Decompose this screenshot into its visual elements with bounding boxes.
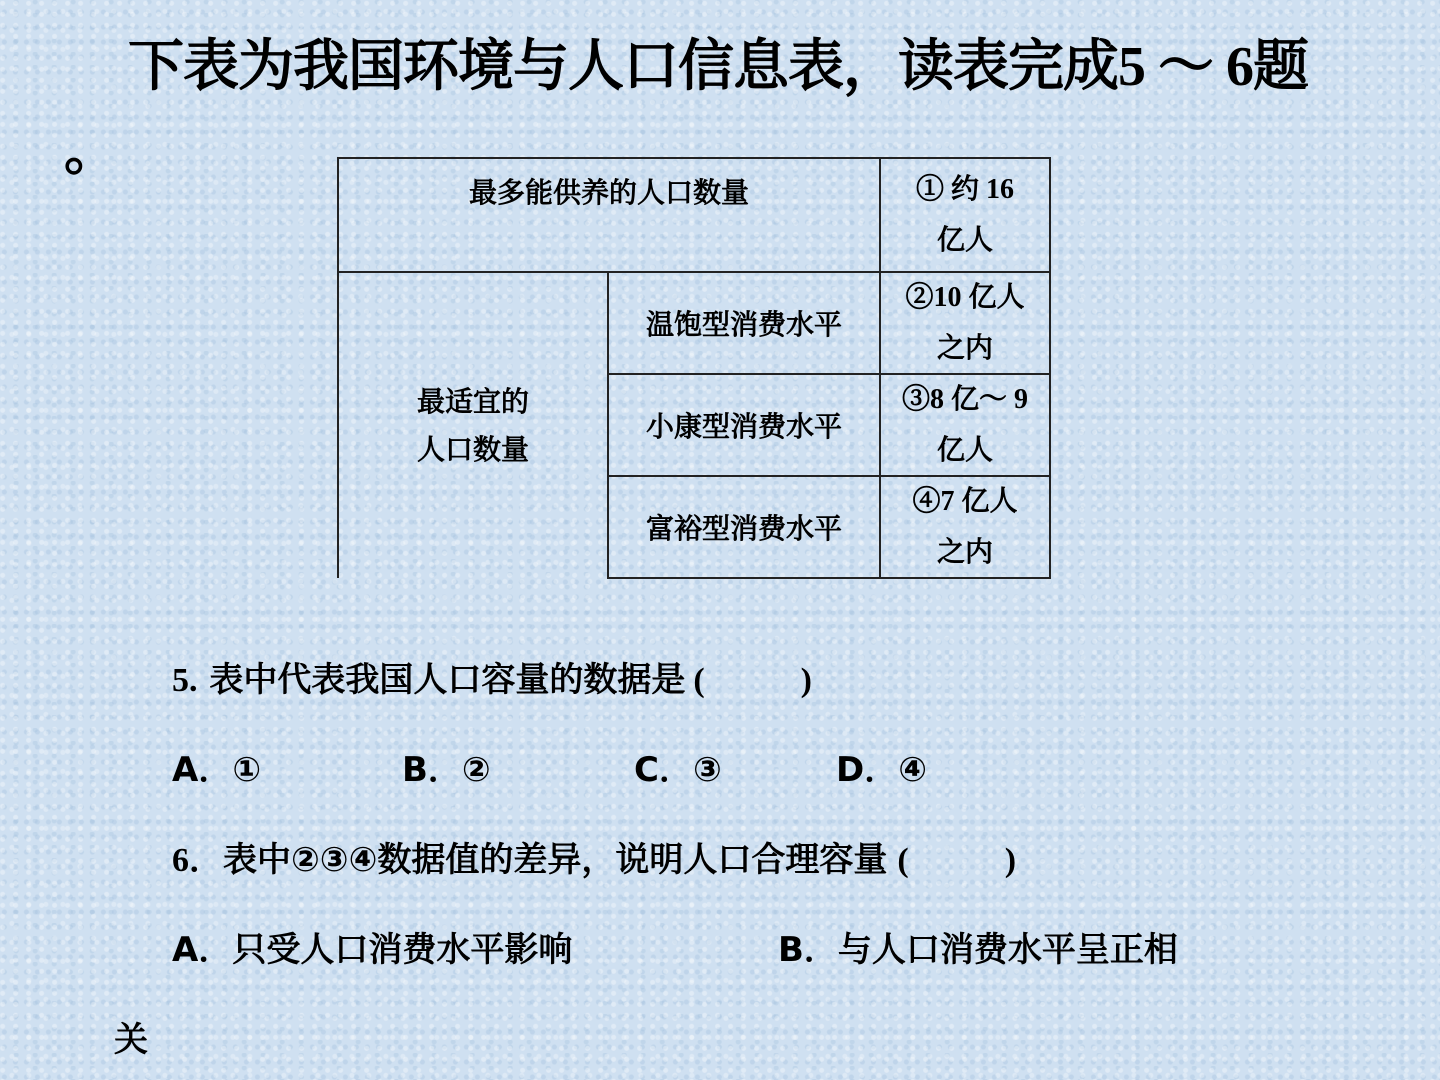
consumption-level-label: 小康型消费水平	[608, 374, 880, 476]
consumption-level-label: 富裕型消费水平	[608, 476, 880, 578]
value-line-2: 亿人	[937, 433, 994, 466]
question-5	[172, 652, 812, 701]
q5-option-c[interactable]: C．③	[634, 750, 722, 790]
title-suffix: 题	[1253, 34, 1308, 99]
q5-option-d[interactable]: D．④	[836, 750, 928, 790]
title-period: 。	[64, 119, 118, 182]
population-info-table	[337, 157, 1051, 579]
title-text: 下表为我国环境与人口信息表，读表完成	[128, 34, 1118, 99]
population-value	[880, 374, 1050, 476]
table-row-max	[338, 158, 1050, 272]
optimal-label-line-2: 人口数量	[416, 432, 529, 466]
question-6-paren-close: )	[1004, 842, 1017, 879]
max-value-line-2: 亿人	[937, 223, 994, 256]
question-6-text: 表中②③④数据值的差异，说明人口合理容量	[223, 840, 888, 880]
population-value	[880, 476, 1050, 578]
question-5-paren-open: (	[693, 662, 705, 699]
value-line-2: 之内	[937, 535, 994, 568]
value-line-1: ③8 亿～ 9	[902, 384, 1029, 415]
question-5-paren-close: )	[800, 662, 812, 699]
page-title	[128, 22, 1308, 102]
optimal-population-label	[338, 272, 608, 578]
question-5-number: 5.	[172, 662, 198, 699]
table-row	[338, 272, 1050, 374]
q6-option-b[interactable]: B．与人口消费水平呈正相	[778, 930, 1178, 970]
value-line-1: ②10 亿人	[905, 282, 1025, 313]
question-6-number: 6．	[172, 842, 223, 879]
max-value-line-1: ① 约 16	[916, 174, 1015, 205]
value-line-1: ④7 亿人	[912, 486, 1018, 517]
question-6-paren-open: (	[897, 842, 909, 879]
optimal-label-line-1: 最适宜的	[416, 384, 529, 418]
question-5-text: 表中代表我国人口容量的数据是	[197, 660, 686, 700]
value-line-2: 之内	[937, 331, 994, 364]
title-question-range: 5 ～ 6	[1118, 36, 1253, 98]
q6-option-a[interactable]: A．只受人口消费水平影响	[172, 930, 573, 970]
q5-option-b[interactable]: B．②	[402, 750, 491, 790]
max-population-value	[880, 158, 1050, 272]
q6-option-b-continued: 关	[114, 1020, 148, 1060]
question-6	[172, 832, 1016, 881]
population-value	[880, 272, 1050, 374]
consumption-level-label: 温饱型消费水平	[608, 272, 880, 374]
max-population-label: 最多能供养的人口数量	[338, 158, 880, 272]
q5-option-a[interactable]: A．①	[172, 750, 262, 790]
